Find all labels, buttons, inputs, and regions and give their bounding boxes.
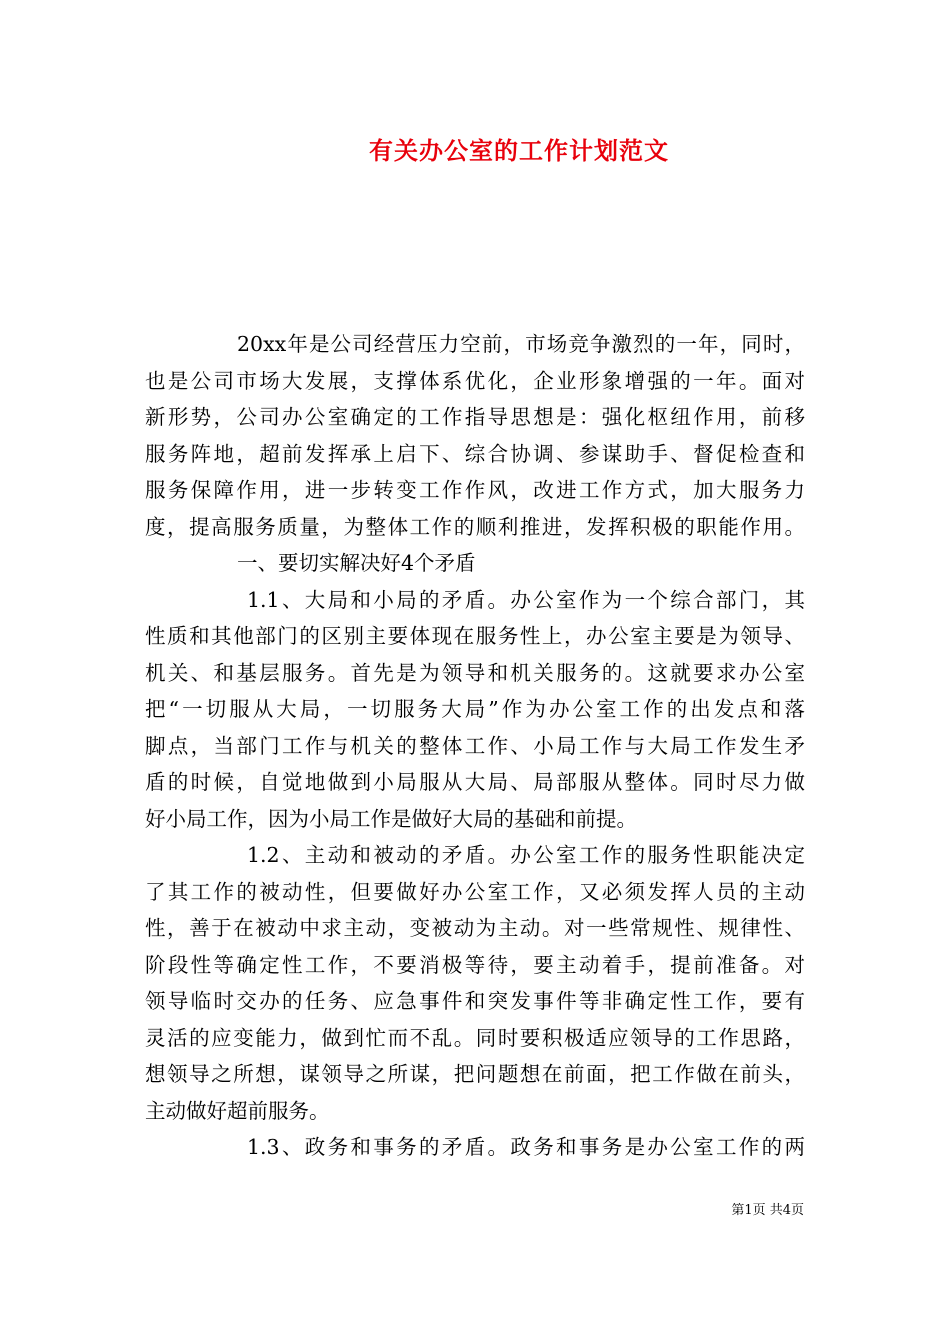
text-line: 服务保障作用，进一步转变工作作风，改进工作方式，加大服务力 bbox=[145, 478, 805, 502]
text-line: 度，提高服务质量，为整体工作的顺利推进，发挥积极的职能作用。 bbox=[145, 514, 805, 539]
text-line: 性，善于在被动中求主动，变被动为主动。对一些常规性、规律性、 bbox=[145, 916, 805, 940]
text-line: 脚点，当部门工作与机关的整体工作、小局工作与大局工作发生矛 bbox=[145, 733, 805, 758]
document-title: 有关办公室的工作计划范文 bbox=[369, 136, 669, 165]
text-line: 一、要切实解决好4个矛盾 bbox=[237, 551, 476, 575]
page-footer: 第1页 共4页 bbox=[731, 1203, 804, 1218]
text-line: 性质和其他部门的区别主要体现在服务性上，办公室主要是为领导、 bbox=[145, 624, 805, 648]
text-line: 1.3、政务和事务的矛盾。政务和事务是办公室工作的两 bbox=[247, 1135, 805, 1159]
text-line: 机关、和基层服务。首先是为领导和机关服务的。这就要求办公室 bbox=[145, 660, 805, 685]
text-line: 想领导之所想，谋领导之所谋，把问题想在前面，把工作做在前头， bbox=[145, 1062, 805, 1086]
text-line: 服务阵地，超前发挥承上启下、综合协调、参谋助手、督促检查和 bbox=[145, 441, 805, 466]
text-line: 1.1、大局和小局的矛盾。办公室作为一个综合部门，其 bbox=[247, 587, 805, 612]
text-line: 好小局工作，因为小局工作是做好大局的基础和前提。 bbox=[145, 806, 637, 831]
text-line: 了其工作的被动性，但要做好办公室工作，又必须发挥人员的主动 bbox=[145, 879, 805, 904]
text-line: 20xx年是公司经营压力空前，市场竞争激烈的一年，同时， bbox=[237, 332, 805, 356]
text-line: 盾的时候，自觉地做到小局服从大局、局部服从整体。同时尽力做 bbox=[145, 770, 805, 794]
text-line: 1.2、主动和被动的矛盾。办公室工作的服务性职能决定 bbox=[247, 843, 805, 867]
text-line: 把“一切服从大局，一切服务大局”作为办公室工作的出发点和落 bbox=[145, 697, 805, 721]
text-line: 灵活的应变能力，做到忙而不乱。同时要积极适应领导的工作思路， bbox=[145, 1025, 805, 1050]
document-body bbox=[145, 326, 805, 1166]
text-line: 领导临时交办的任务、应急事件和突发事件等非确定性工作，要有 bbox=[145, 989, 805, 1013]
text-line: 主动做好超前服务。 bbox=[145, 1098, 330, 1123]
text-line: 也是公司市场大发展，支撑体系优化，企业形象增强的一年。面对 bbox=[145, 368, 805, 393]
text-line: 新形势，公司办公室确定的工作指导思想是：强化枢纽作用，前移 bbox=[145, 405, 805, 429]
text-line: 阶段性等确定性工作，不要消极等待，要主动着手，提前准备。对 bbox=[145, 952, 805, 977]
